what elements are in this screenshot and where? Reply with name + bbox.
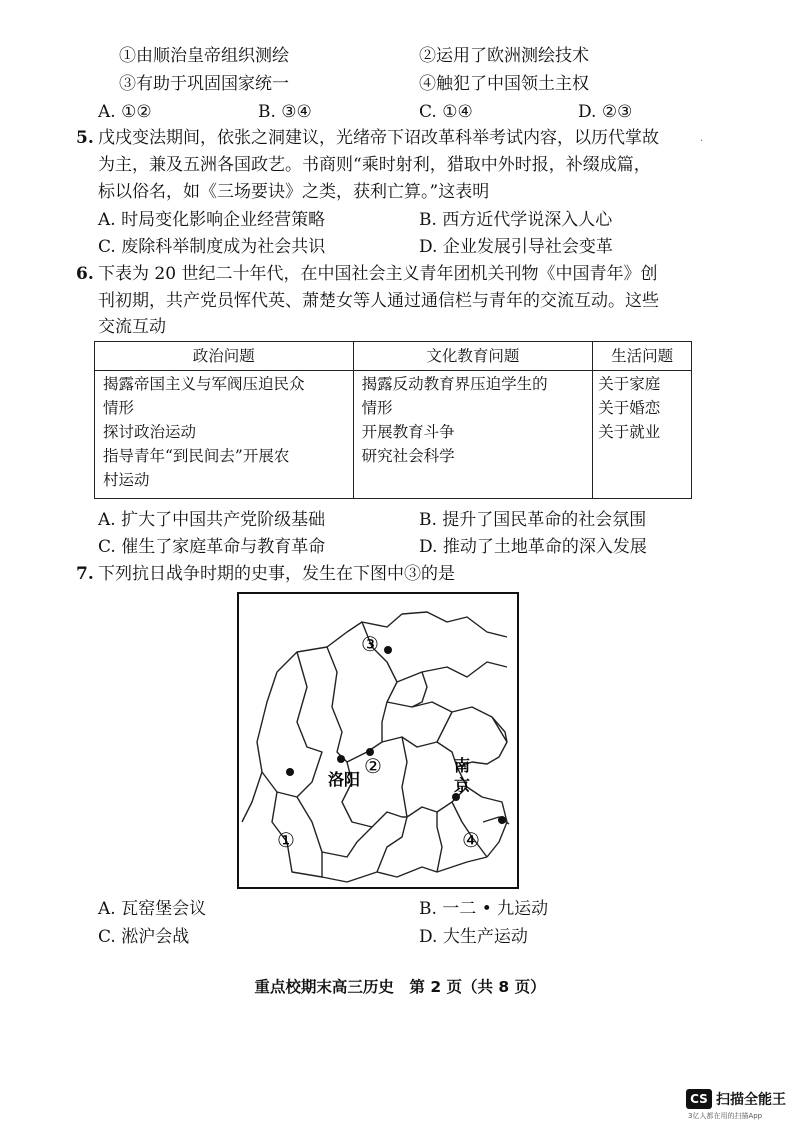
cell-line: 情形 xyxy=(103,399,135,417)
q5-line-2: 为主，兼及五洲各国政艺。书商则“乘时射利，猎取中外时报，补缀成篇， xyxy=(98,155,651,175)
q7-option-d: D. 大生产运动 xyxy=(419,927,528,947)
q4-option-a: A. ①② xyxy=(98,102,152,122)
cell-line: 关于就业 xyxy=(598,423,661,441)
location-dot-1 xyxy=(286,768,294,776)
q6-line-2: 刊初期，共产党员恽代英、萧楚女等人通过通信栏与青年的交流互动。这些 xyxy=(98,291,659,311)
q6-option-c: C. 催生了家庭革命与教育革命 xyxy=(98,537,326,557)
page-footer: 重点校期末高三历史 第 2 页（共 8 页） xyxy=(254,978,546,996)
q6-option-d: D. 推动了土地革命的深入发展 xyxy=(419,537,647,557)
q7-stem-text: 下列抗日战争时期的史事，发生在下图中③的是 xyxy=(98,564,455,584)
q6-table xyxy=(94,341,692,499)
q4-statement-1: ①由顺治皇帝组织测绘 xyxy=(119,46,289,66)
map-label-3: ③ xyxy=(361,632,379,656)
cell-line: 村运动 xyxy=(103,471,150,489)
q4-statement-3: ③有助于巩固国家统一 xyxy=(119,74,289,94)
cell-line: 揭露帝国主义与军阀压迫民众 xyxy=(103,375,305,393)
cell-line: 关于家庭 xyxy=(598,375,661,393)
map-label-1: ① xyxy=(277,828,295,852)
q4-statement-4: ④触犯了中国领土主权 xyxy=(419,74,589,94)
table-header-politics: 政治问题 xyxy=(95,342,354,371)
q5-option-c: C. 废除科举制度成为社会共识 xyxy=(98,237,326,257)
scan-mark: · xyxy=(700,136,704,147)
map-label-jing: 京 xyxy=(454,776,471,795)
map-label-nan: 南 xyxy=(454,756,471,775)
q5-option-d: D. 企业发展引导社会变革 xyxy=(419,237,613,257)
q7-option-b: B. 一二 • 九运动 xyxy=(419,899,549,919)
location-dot-4 xyxy=(498,816,506,824)
q5-stem xyxy=(76,125,659,152)
q6-line-1: 下表为 20 世纪二十年代，在中国社会主义青年团机关刊物《中国青年》创 xyxy=(98,264,658,284)
map-label-luoyang: 洛阳 xyxy=(328,770,361,789)
q6-line-3: 交流互动 xyxy=(98,317,166,337)
cell-line: 探讨政治运动 xyxy=(103,423,197,441)
q5-line-1: 戊戌变法期间，依张之洞建议，光绪帝下诏改革科举考试内容，以历代掌故 xyxy=(98,128,659,148)
watermark-tagline: 3亿人都在用的扫描App xyxy=(688,1112,763,1120)
scanner-watermark xyxy=(686,1087,786,1127)
q5-option-b: B. 西方近代学说深入人心 xyxy=(419,210,613,230)
location-dot-3 xyxy=(384,646,392,654)
q4-option-c: C. ①④ xyxy=(419,102,473,122)
q6-option-b: B. 提升了国民革命的社会氛围 xyxy=(419,510,647,530)
cell-line: 开展教育斗争 xyxy=(361,423,455,441)
cell-line: 研究社会科学 xyxy=(361,447,455,465)
watermark-name: 扫描全能王 xyxy=(716,1092,786,1108)
q7-number: 7. xyxy=(76,564,94,584)
cell-line: 情形 xyxy=(361,399,393,417)
table-row xyxy=(95,371,692,499)
q7-option-c: C. 淞沪会战 xyxy=(98,927,190,947)
table-cell-politics xyxy=(95,371,354,499)
cell-line: 关于婚恋 xyxy=(598,399,661,417)
table-cell-life xyxy=(593,371,692,499)
q4-statement-2: ②运用了欧洲测绘技术 xyxy=(419,46,589,66)
map-label-4: ④ xyxy=(462,828,480,852)
q5-number: 5. xyxy=(76,128,94,148)
q6-option-a: A. 扩大了中国共产党阶级基础 xyxy=(98,510,326,530)
table-header-row xyxy=(95,342,692,371)
q6-stem xyxy=(76,261,657,288)
q5-option-a: A. 时局变化影响企业经营策略 xyxy=(98,210,326,230)
map-label-2: ② xyxy=(364,754,382,778)
table-cell-culture xyxy=(353,371,593,499)
q7-stem xyxy=(76,561,455,588)
q4-option-b: B. ③④ xyxy=(258,102,312,122)
q6-number: 6. xyxy=(76,264,94,284)
q5-line-3: 标以俗名，如《三场要诀》之类，获利亡算。”这表明 xyxy=(98,182,490,202)
location-dot-luoyang xyxy=(337,755,345,763)
cell-line: 揭露反动教育界压迫学生的 xyxy=(361,375,548,393)
q4-option-d: D. ②③ xyxy=(578,102,633,122)
q7-option-a: A. 瓦窑堡会议 xyxy=(98,899,207,919)
cell-line: 指导青年“到民间去”开展农 xyxy=(103,447,290,465)
table-header-culture: 文化教育问题 xyxy=(353,342,593,371)
china-map xyxy=(237,592,519,889)
table-header-life: 生活问题 xyxy=(593,342,692,371)
camscanner-logo-icon: CS xyxy=(686,1089,712,1109)
